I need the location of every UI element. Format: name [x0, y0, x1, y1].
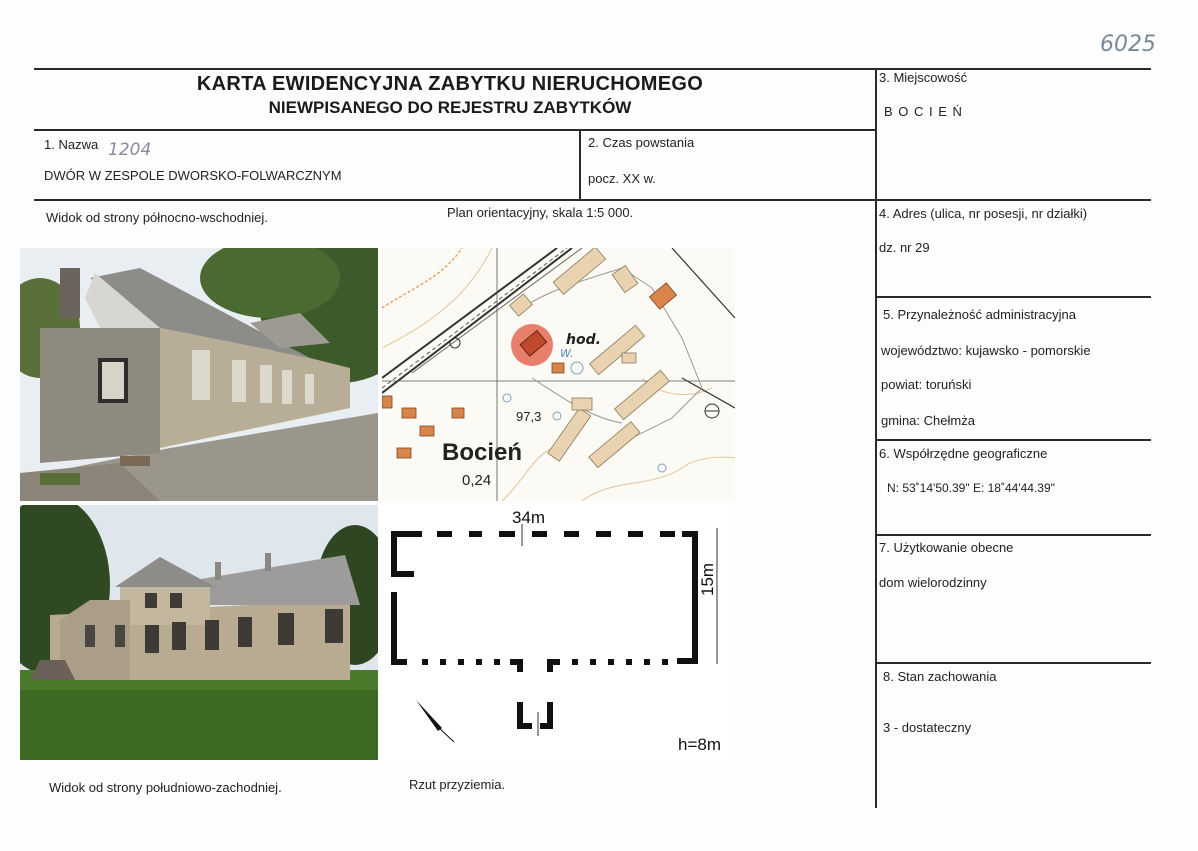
condition-value: 3 - dostateczny — [883, 720, 972, 735]
county-row — [881, 377, 971, 392]
photo-southwest-view — [20, 505, 378, 760]
rule-top — [34, 68, 1151, 70]
locality-label: 3. Miejscowość — [879, 70, 968, 85]
map-label-hod: hod. — [566, 332, 601, 348]
handwritten-archive-number: 6025 — [1100, 32, 1156, 57]
map-label-well: W. — [560, 347, 574, 360]
rule-name-period-divider — [579, 129, 581, 200]
card-subtitle: NIEWPISANEGO DO REJESTRU ZABYTKÓW — [268, 98, 632, 117]
rule-right-column — [875, 68, 877, 808]
site-plan-map — [382, 248, 735, 501]
name-handwritten-number: 1204 — [108, 140, 152, 160]
coords-value: N: 53˚14'50.39" E: 18˚44'44.39" — [887, 481, 1055, 495]
voivodeship-value: kujawsko - pomorskie — [965, 343, 1091, 358]
county-value: toruński — [925, 377, 972, 392]
commune-value: Chełmża — [923, 413, 975, 428]
locality-value: B O C I E Ń — [884, 104, 963, 119]
rule-title-bottom — [34, 129, 876, 131]
rule-address-bottom — [876, 296, 1151, 298]
commune-label: gmina: — [881, 413, 921, 428]
plan-height-label: h=8m — [678, 735, 721, 754]
name-value: DWÓR W ZESPOLE DWORSKO-FOLWARCZNYM — [44, 168, 342, 183]
voivodeship-label: województwo: — [881, 343, 962, 358]
map-elevation: 97,3 — [516, 409, 542, 424]
period-value: pocz. XX w. — [588, 171, 656, 186]
address-label: 4. Adres (ulica, nr posesji, nr działki) — [879, 206, 1088, 221]
caption-ground-plan: Rzut przyziemia. — [409, 777, 506, 792]
usage-value: dom wielorodzinny — [879, 575, 987, 590]
map-area-number: 0,24 — [462, 472, 492, 489]
name-label: 1. Nazwa — [44, 137, 99, 152]
admin-label: 5. Przynależność administracyjna — [883, 307, 1076, 322]
address-value: dz. nr 29 — [879, 240, 930, 255]
photo-northeast-view — [20, 248, 378, 501]
rule-usage-bottom — [876, 662, 1151, 664]
ground-plan-drawing — [382, 504, 735, 760]
caption-view-southwest: Widok od strony południowo-zachodniej. — [49, 780, 282, 795]
rule-coords-bottom — [876, 534, 1151, 536]
period-label: 2. Czas powstania — [588, 135, 695, 150]
caption-site-plan: Plan orientacyjny, skala 1:5 000. — [447, 205, 634, 220]
card-title: KARTA EWIDENCYJNA ZABYTKU NIERUCHOMEGO — [196, 73, 704, 95]
caption-view-northeast: Widok od strony północno-wschodniej. — [46, 210, 268, 225]
rule-fields-bottom — [34, 199, 1151, 201]
plan-width-dimension: 34m — [512, 508, 546, 527]
voivodeship-row — [881, 343, 1091, 358]
coords-label: 6. Współrzędne geograficzne — [879, 446, 1048, 461]
usage-label: 7. Użytkowanie obecne — [879, 540, 1014, 555]
condition-label: 8. Stan zachowania — [883, 669, 997, 684]
county-label: powiat: — [881, 377, 923, 392]
rule-admin-bottom — [876, 439, 1151, 441]
commune-row — [881, 413, 975, 428]
plan-depth-dimension: 15m — [698, 562, 717, 596]
map-village-name: Bocień — [442, 439, 523, 466]
